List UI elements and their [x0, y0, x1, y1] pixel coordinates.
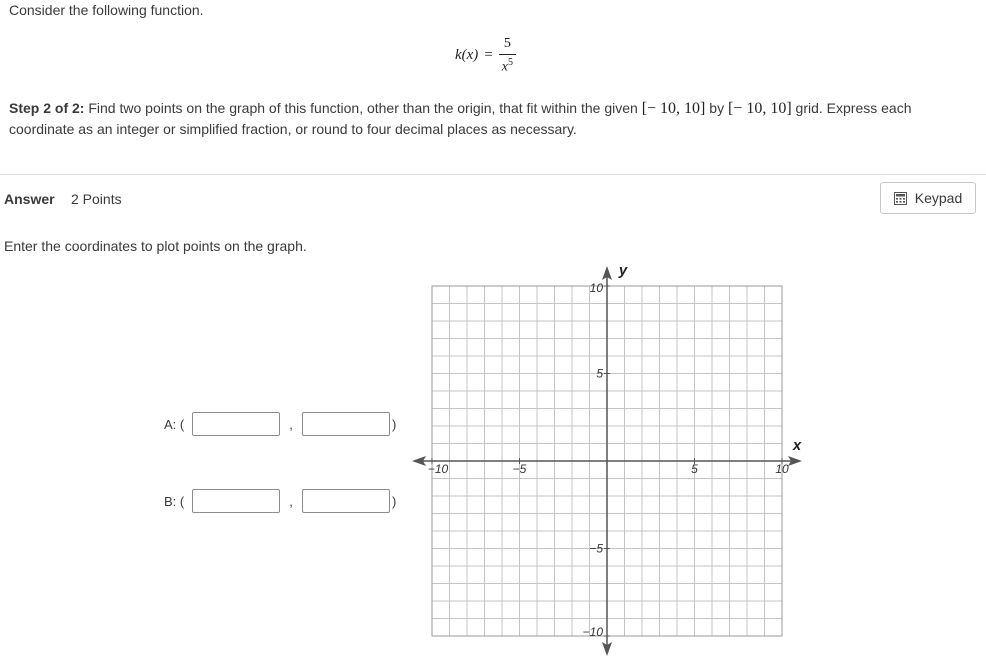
x-tick-label: −5 [512, 462, 527, 476]
step-by: by [705, 100, 728, 116]
graph-tick-labels [428, 281, 789, 639]
point-b-comma: , [289, 493, 293, 509]
x-tick-label: 10 [775, 462, 789, 476]
step-interval-x: [− 10, 10] [641, 100, 706, 117]
y-tick-label: −5 [589, 541, 603, 556]
x-tick-label: −10 [427, 462, 449, 476]
step-text-after: grid. Express each coordinate as an integer or simplified fraction, or round to four decimal places as necessary. [9, 100, 912, 137]
step-label: Step 2 of 2: [9, 100, 85, 116]
point-a-close-paren: ) [392, 416, 397, 432]
question-intro: Consider the following function. [9, 2, 204, 18]
step-text-before: Find two points on the graph of this function, other than the origin, that fit within the given [84, 100, 642, 116]
point-b-close-paren: ) [392, 493, 397, 509]
graph-axes [412, 266, 802, 656]
formula-lhs: k(x) [455, 47, 479, 64]
y-tick-label: −10 [582, 625, 603, 639]
point-a-label: A: ( [164, 416, 185, 432]
y-tick-label: 5 [596, 366, 603, 381]
point-a-comma: , [289, 416, 293, 432]
y-axis-label: y [618, 262, 628, 279]
answer-points: 2 Points [71, 191, 122, 207]
answer-label: Answer [4, 191, 55, 207]
keypad-label: Keypad [914, 190, 963, 206]
formula-denominator-exponent: 5 [508, 57, 513, 68]
x-axis-label: x [792, 437, 802, 454]
step-interval-y: [− 10, 10] [727, 100, 792, 117]
formula-denominator-base: x [501, 59, 508, 75]
formula-equals: = [484, 47, 493, 64]
y-tick-label: 10 [589, 281, 603, 295]
formula-numerator: 5 [503, 36, 511, 51]
point-b-label: B: ( [164, 493, 185, 509]
graph-instructions: Enter the coordinates to plot points on the graph. [4, 238, 307, 254]
x-tick-label: 5 [691, 462, 698, 476]
